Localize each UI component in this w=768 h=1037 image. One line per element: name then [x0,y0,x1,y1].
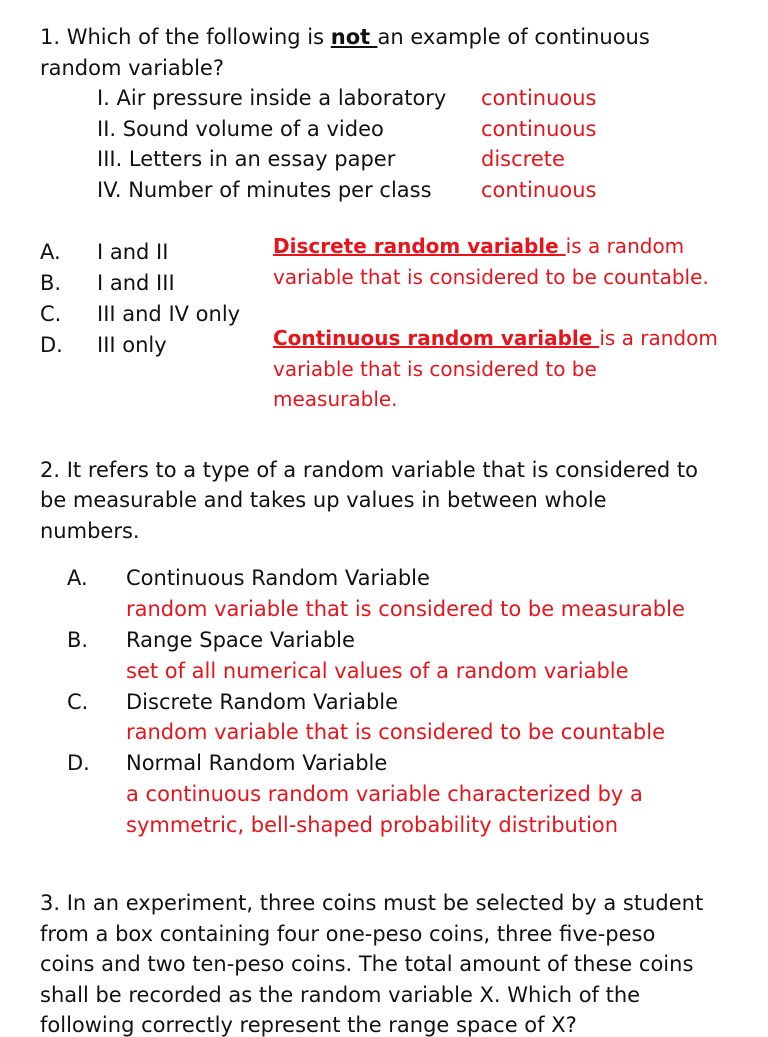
q3-stem-line5: following correctly represent the range space of X? [40,1013,577,1037]
q1-def-continuous-line1 [273,326,718,350]
q2-choice-c-letter: C. [67,690,89,714]
q2-choice-a-note: random variable that is considered to be measurable [126,597,685,621]
q1-item-3: III. Letters in an essay paper [97,147,396,171]
q1-item-2: II. Sound volume of a video [97,117,384,141]
q1-item-3-note: discrete [481,147,565,171]
q1-item-4-note: continuous [481,178,597,202]
q2-choice-c-text: Discrete Random Variable [126,690,399,714]
q1-stem-text: 1. Which of the following is [40,25,331,49]
q1-item-1-note: continuous [481,86,597,110]
q1-item-4: IV. Number of minutes per class [97,178,432,202]
q2-choice-a-text: Continuous Random Variable [126,566,430,590]
q2-stem-line2: be measurable and takes up values in between whole [40,488,607,512]
q3-stem-line4: shall be recorded as the random variable X. Which of the [40,983,641,1007]
q2-choice-b-letter: B. [67,628,89,652]
q2-choice-d-text: Normal Random Variable [126,751,388,775]
q1-choice-b-text: I and III [97,271,175,295]
q2-choice-b-text: Range Space Variable [126,628,355,652]
q1-def-discrete-term: Discrete random variable [273,234,566,258]
q1-choice-d-text: III only [97,333,167,357]
q2-stem-line1: 2. It refers to a type of a random variable that is considered to [40,458,699,482]
q1-def-discrete-line1 [273,234,684,258]
q3-stem-line2: from a box containing four one-peso coins, three five-peso [40,922,656,946]
q2-choice-d-note-line1: a continuous random variable characterized by a [126,782,643,806]
q1-def-discrete-line2: variable that is considered to be countable. [273,265,709,289]
q1-item-2-note: continuous [481,117,597,141]
q3-stem-line3: coins and two ten-peso coins. The total amount of these coins [40,952,694,976]
q3-stem-line1: 3. In an experiment, three coins must be selected by a student [40,891,704,915]
q2-choice-d-letter: D. [67,751,90,775]
q1-choice-c-letter: C. [40,302,62,326]
q1-def-continuous-text: is a random [599,326,718,350]
q1-choice-a-text: I and II [97,240,169,264]
q1-stem-line2: random variable? [40,56,224,80]
q1-def-continuous-line2: variable that is considered to be [273,357,597,381]
q2-choice-c-note: random variable that is considered to be countable [126,720,665,744]
q1-stem-line1 [40,25,650,49]
q1-item-1: I. Air pressure inside a laboratory [97,86,447,110]
q1-choice-a-letter: A. [40,240,61,264]
q1-choice-b-letter: B. [40,271,62,295]
q1-def-continuous-line3: measurable. [273,387,398,411]
q2-choice-a-letter: A. [67,566,88,590]
q1-def-continuous-term: Continuous random variable [273,326,600,350]
q2-stem-line3: numbers. [40,519,140,543]
q1-choice-c-text: III and IV only [97,302,241,326]
q2-choice-d-note-line2: symmetric, bell-shaped probability distribution [126,813,619,837]
q1-choice-d-letter: D. [40,333,63,357]
q1-stem-text-end: an example of continuous [377,25,650,49]
q1-emphasis-not: not [330,25,378,49]
q1-def-discrete-text: is a random [565,234,685,258]
q2-choice-b-note: set of all numerical values of a random variable [126,659,629,683]
